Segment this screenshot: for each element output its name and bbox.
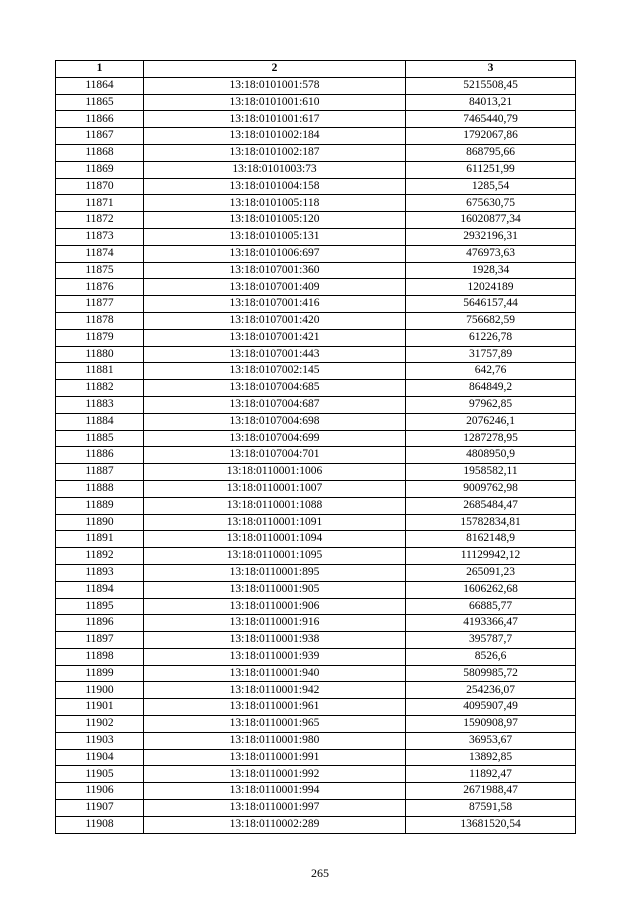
cadastral-number-cell: 13:18:0110001:1095 [144,548,406,565]
cadastral-number-cell: 13:18:0110001:992 [144,766,406,783]
value-cell: 642,76 [406,363,576,380]
cadastral-number-cell: 13:18:0107001:421 [144,329,406,346]
cadastral-number-cell: 13:18:0110001:980 [144,732,406,749]
row-number-cell: 11901 [56,699,144,716]
cadastral-number-cell: 13:18:0107002:145 [144,363,406,380]
row-number-cell: 11888 [56,480,144,497]
value-cell: 4808950,9 [406,447,576,464]
value-cell: 61226,78 [406,329,576,346]
row-number-cell: 11883 [56,396,144,413]
cadastral-number-cell: 13:18:0107004:687 [144,396,406,413]
row-number-cell: 11880 [56,346,144,363]
cadastral-number-cell: 13:18:0110001:905 [144,581,406,598]
row-number-cell: 11892 [56,548,144,565]
page-number: 265 [311,866,329,880]
table-row [56,346,576,363]
table-row [56,632,576,649]
table-row [56,716,576,733]
table-body [56,77,576,833]
table-row [56,111,576,128]
value-cell: 2076246,1 [406,413,576,430]
table-row [56,581,576,598]
table-row [56,245,576,262]
cadastral-number-cell: 13:18:0107001:420 [144,312,406,329]
row-number-cell: 11896 [56,615,144,632]
value-cell: 4095907,49 [406,699,576,716]
row-number-cell: 11868 [56,144,144,161]
value-cell: 1792067,86 [406,128,576,145]
cadastral-number-cell: 13:18:0101006:697 [144,245,406,262]
table-row [56,178,576,195]
row-number-cell: 11904 [56,749,144,766]
table-row [56,514,576,531]
cadastral-number-cell: 13:18:0110001:1088 [144,497,406,514]
cadastral-number-cell: 13:18:0110001:965 [144,716,406,733]
cadastral-number-cell: 13:18:0107001:443 [144,346,406,363]
value-cell: 395787,7 [406,632,576,649]
value-cell: 1285,54 [406,178,576,195]
table-row [56,615,576,632]
cadastral-number-cell: 13:18:0107001:360 [144,262,406,279]
row-number-cell: 11889 [56,497,144,514]
row-number-cell: 11872 [56,212,144,229]
value-cell: 11129942,12 [406,548,576,565]
table-row [56,296,576,313]
cadastral-number-cell: 13:18:0110001:939 [144,648,406,665]
cadastral-number-cell: 13:18:0101001:578 [144,77,406,94]
table-row [56,564,576,581]
row-number-cell: 11903 [56,732,144,749]
table-row [56,363,576,380]
row-number-cell: 11871 [56,195,144,212]
table-row [56,396,576,413]
table-row [56,413,576,430]
value-cell: 7465440,79 [406,111,576,128]
table-row [56,312,576,329]
row-number-cell: 11884 [56,413,144,430]
table-row [56,766,576,783]
row-number-cell: 11870 [56,178,144,195]
row-number-cell: 11897 [56,632,144,649]
value-cell: 675630,75 [406,195,576,212]
value-cell: 2685484,47 [406,497,576,514]
table-row [56,497,576,514]
table-row [56,228,576,245]
cadastral-number-cell: 13:18:0101001:610 [144,94,406,111]
table-row [56,749,576,766]
row-number-cell: 11899 [56,665,144,682]
cadastral-number-cell: 13:18:0101005:131 [144,228,406,245]
row-number-cell: 11882 [56,380,144,397]
cadastral-number-cell: 13:18:0101004:158 [144,178,406,195]
table-row [56,128,576,145]
cadastral-number-cell: 13:18:0101005:118 [144,195,406,212]
value-cell: 756682,59 [406,312,576,329]
value-cell: 1928,34 [406,262,576,279]
row-number-cell: 11895 [56,598,144,615]
table-row [56,816,576,833]
row-number-cell: 11874 [56,245,144,262]
value-cell: 9009762,98 [406,480,576,497]
cadastral-number-cell: 13:18:0110001:997 [144,800,406,817]
value-cell: 4193366,47 [406,615,576,632]
table-row [56,380,576,397]
column-header-3: 3 [406,61,576,78]
value-cell: 1287278,95 [406,430,576,447]
value-cell: 5809985,72 [406,665,576,682]
value-cell: 8162148,9 [406,531,576,548]
column-header-1: 1 [56,61,144,78]
value-cell: 265091,23 [406,564,576,581]
row-number-cell: 11900 [56,682,144,699]
row-number-cell: 11906 [56,783,144,800]
row-number-cell: 11881 [56,363,144,380]
row-number-cell: 11887 [56,464,144,481]
value-cell: 11892,47 [406,766,576,783]
value-cell: 31757,89 [406,346,576,363]
value-cell: 254236,07 [406,682,576,699]
cadastral-number-cell: 13:18:0101002:184 [144,128,406,145]
table-row [56,161,576,178]
row-number-cell: 11876 [56,279,144,296]
table-row [56,329,576,346]
cadastral-number-cell: 13:18:0110001:938 [144,632,406,649]
value-cell: 66885,77 [406,598,576,615]
row-number-cell: 11898 [56,648,144,665]
table-row [56,682,576,699]
row-number-cell: 11865 [56,94,144,111]
table-row [56,732,576,749]
cadastral-number-cell: 13:18:0101001:617 [144,111,406,128]
value-cell: 611251,99 [406,161,576,178]
table-row [56,262,576,279]
cadastral-number-cell: 13:18:0110001:1006 [144,464,406,481]
row-number-cell: 11875 [56,262,144,279]
table-row [56,212,576,229]
cadastral-number-cell: 13:18:0110001:906 [144,598,406,615]
cadastral-number-cell: 13:18:0107001:416 [144,296,406,313]
table-row [56,430,576,447]
row-number-cell: 11867 [56,128,144,145]
value-cell: 1958582,11 [406,464,576,481]
table-row [56,598,576,615]
table-row [56,195,576,212]
table-row [56,480,576,497]
cadastral-number-cell: 13:18:0110001:895 [144,564,406,581]
value-cell: 13681520,54 [406,816,576,833]
value-cell: 1590908,97 [406,716,576,733]
table-row [56,699,576,716]
cadastral-number-cell: 13:18:0110001:1007 [144,480,406,497]
header-row [56,61,576,78]
cadastral-number-cell: 13:18:0107001:409 [144,279,406,296]
value-cell: 5215508,45 [406,77,576,94]
row-number-cell: 11885 [56,430,144,447]
value-cell: 868795,66 [406,144,576,161]
cadastral-number-cell: 13:18:0110002:289 [144,816,406,833]
table-row [56,548,576,565]
table-row [56,144,576,161]
column-header-2: 2 [144,61,406,78]
cadastral-number-cell: 13:18:0101002:187 [144,144,406,161]
row-number-cell: 11878 [56,312,144,329]
row-number-cell: 11864 [56,77,144,94]
value-cell: 864849,2 [406,380,576,397]
cadastral-number-cell: 13:18:0110001:961 [144,699,406,716]
cadastral-number-cell: 13:18:0107004:698 [144,413,406,430]
value-cell: 12024189 [406,279,576,296]
cadastral-number-cell: 13:18:0110001:994 [144,783,406,800]
table-row [56,531,576,548]
cadastral-number-cell: 13:18:0107004:685 [144,380,406,397]
value-cell: 2671988,47 [406,783,576,800]
cadastral-number-cell: 13:18:0110001:1091 [144,514,406,531]
table-row [56,648,576,665]
row-number-cell: 11877 [56,296,144,313]
row-number-cell: 11866 [56,111,144,128]
cadastral-number-cell: 13:18:0101003:73 [144,161,406,178]
value-cell: 87591,58 [406,800,576,817]
row-number-cell: 11908 [56,816,144,833]
value-cell: 84013,21 [406,94,576,111]
value-cell: 8526,6 [406,648,576,665]
value-cell: 16020877,34 [406,212,576,229]
value-cell: 13892,85 [406,749,576,766]
table-row [56,94,576,111]
cadastral-number-cell: 13:18:0110001:1094 [144,531,406,548]
cadastral-number-cell: 13:18:0110001:942 [144,682,406,699]
table-row [56,447,576,464]
table-row [56,665,576,682]
cadastral-number-cell: 13:18:0110001:940 [144,665,406,682]
cadastral-number-cell: 13:18:0107004:699 [144,430,406,447]
table-row [56,464,576,481]
row-number-cell: 11879 [56,329,144,346]
value-cell: 97962,85 [406,396,576,413]
row-number-cell: 11902 [56,716,144,733]
row-number-cell: 11869 [56,161,144,178]
row-number-cell: 11907 [56,800,144,817]
value-cell: 2932196,31 [406,228,576,245]
row-number-cell: 11890 [56,514,144,531]
cadastral-number-cell: 13:18:0110001:991 [144,749,406,766]
table-row [56,77,576,94]
row-number-cell: 11886 [56,447,144,464]
row-number-cell: 11905 [56,766,144,783]
value-cell: 1606262,68 [406,581,576,598]
table-row [56,279,576,296]
value-cell: 5646157,44 [406,296,576,313]
value-cell: 15782834,81 [406,514,576,531]
row-number-cell: 11891 [56,531,144,548]
cadastral-number-cell: 13:18:0107004:701 [144,447,406,464]
row-number-cell: 11894 [56,581,144,598]
cadastral-number-cell: 13:18:0110001:916 [144,615,406,632]
value-cell: 36953,67 [406,732,576,749]
cadastral-number-cell: 13:18:0101005:120 [144,212,406,229]
row-number-cell: 11873 [56,228,144,245]
table-row [56,800,576,817]
table-row [56,783,576,800]
row-number-cell: 11893 [56,564,144,581]
data-table [55,60,576,834]
value-cell: 476973,63 [406,245,576,262]
